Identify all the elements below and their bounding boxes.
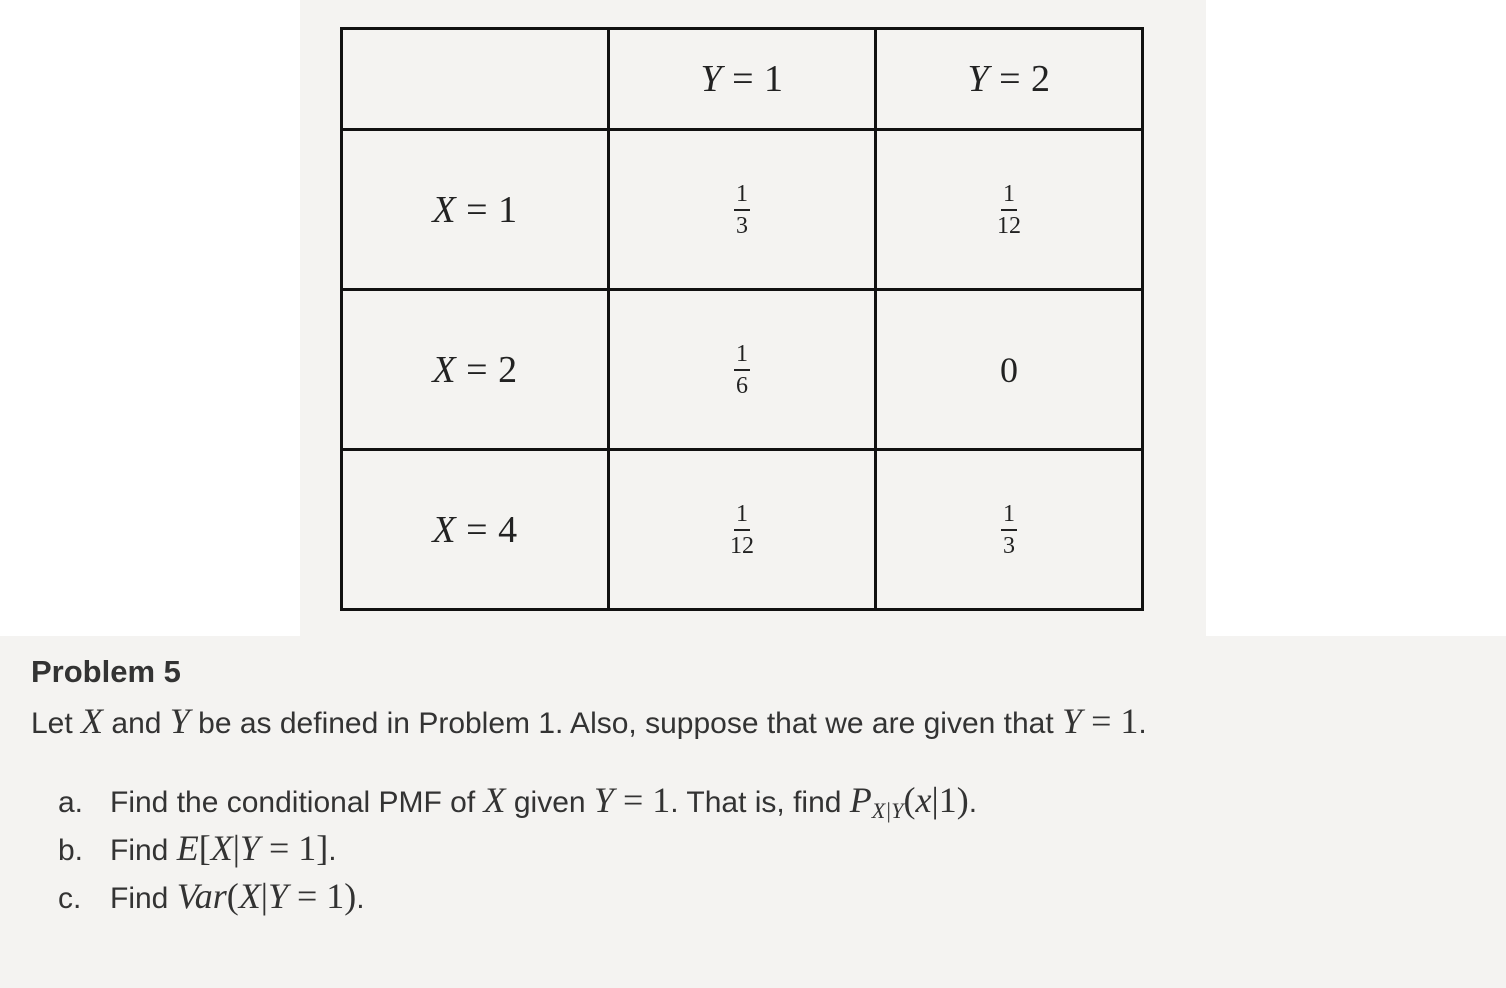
math-x: X (483, 780, 506, 820)
fraction: $\frac{1}{6}$ (736, 340, 748, 399)
math-conditional-pmf: $P_{X|Y}(x|1)$ (849, 780, 969, 823)
column-header-y1: Y = 1 (609, 29, 876, 130)
row-header-x4: X = 4 (342, 450, 609, 610)
table-row (342, 290, 1143, 450)
joint-pmf-table (340, 27, 1144, 611)
joint-pmf-panel (300, 0, 1206, 636)
cell-x4-y2 (876, 450, 1143, 610)
fraction: $\frac{1}{3}$ (736, 180, 748, 239)
cell-x1-y2 (876, 130, 1143, 290)
cell-x2-y1 (609, 290, 876, 450)
fraction: $\frac{1}{3}$ (1003, 500, 1015, 559)
table-header-row (342, 29, 1143, 130)
math-conditional-expectation: E[X|Y = 1] (176, 828, 329, 868)
math-y-equals-1: Y = 1 (593, 780, 671, 820)
row-header-x1: X = 1 (342, 130, 609, 290)
problem-panel (0, 636, 1506, 988)
cell-x4-y1 (609, 450, 876, 610)
list-item: a. Find the conditional PMF of X given Y = 1. That is, find $P_{X|Y}(x|1)$. (58, 780, 978, 823)
table-row (342, 450, 1143, 610)
fraction: $\frac{1}{12}$ (997, 180, 1021, 239)
math-y: Y (169, 701, 190, 741)
column-header-y2: Y = 2 (876, 29, 1143, 130)
problem-parts-list (58, 776, 977, 920)
fraction: $\frac{1}{12}$ (730, 500, 754, 559)
cell-x2-y2: 0 (876, 290, 1143, 450)
cell-x1-y1 (609, 130, 876, 290)
problem-title: Problem 5 (31, 654, 181, 689)
math-x: X (81, 701, 104, 741)
math-y-equals-1: Y = 1 (1062, 701, 1139, 741)
math-conditional-variance: Var(X|Y = 1) (176, 876, 357, 916)
problem-intro: Let X and Y be as defined in Problem 1. Also, suppose that we are given that Y = 1. (31, 701, 1147, 741)
table-row (342, 130, 1143, 290)
list-item: b. Find E[X|Y = 1]. (58, 828, 337, 868)
list-item: c. Find Var(X|Y = 1). (58, 876, 365, 916)
row-header-x2: X = 2 (342, 290, 609, 450)
corner-cell (342, 29, 609, 130)
